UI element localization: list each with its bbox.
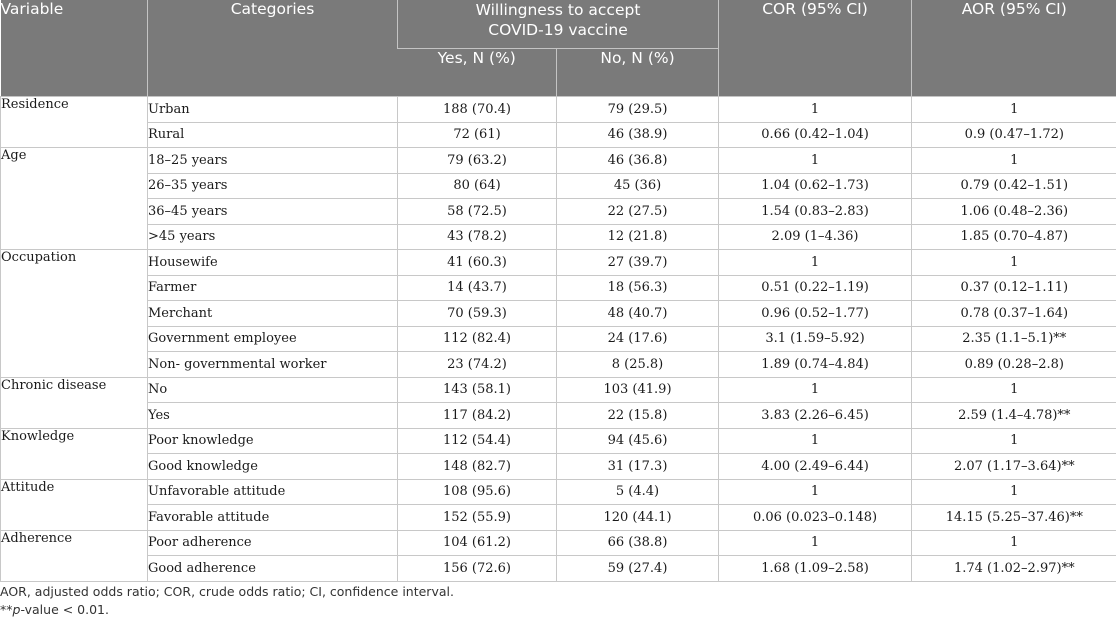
cor-cell: 2.09 (1–4.36) xyxy=(719,224,912,250)
header-yes: Yes, N (%) xyxy=(398,49,557,97)
cor-cell: 1.89 (0.74–4.84) xyxy=(719,352,912,378)
cor-cell: 3.1 (1.59–5.92) xyxy=(719,326,912,352)
header-variable: Variable xyxy=(1,0,148,97)
no-cell: 12 (21.8) xyxy=(557,224,719,250)
cor-cell: 1.04 (0.62–1.73) xyxy=(719,173,912,199)
header-categories: Categories xyxy=(148,0,398,97)
no-cell: 79 (29.5) xyxy=(557,97,719,123)
yes-cell: 112 (82.4) xyxy=(398,326,557,352)
aor-cell: 1.85 (0.70–4.87) xyxy=(912,224,1116,250)
table-row xyxy=(1,505,1116,531)
aor-cell: 1 xyxy=(912,250,1116,276)
category-cell: Unfavorable attitude xyxy=(148,479,398,505)
category-cell: 18–25 years xyxy=(148,148,398,174)
cor-cell: 4.00 (2.49–6.44) xyxy=(719,454,912,480)
category-cell: No xyxy=(148,377,398,403)
aor-cell: 2.07 (1.17–3.64)** xyxy=(912,454,1116,480)
category-cell: Yes xyxy=(148,403,398,429)
no-cell: 24 (17.6) xyxy=(557,326,719,352)
footnotes xyxy=(0,583,454,619)
variable-cell: Occupation xyxy=(1,250,148,378)
table-row xyxy=(1,326,1116,352)
yes-cell: 80 (64) xyxy=(398,173,557,199)
category-cell: Rural xyxy=(148,122,398,148)
variable-cell: Age xyxy=(1,148,148,250)
no-cell: 59 (27.4) xyxy=(557,556,719,582)
no-cell: 66 (38.8) xyxy=(557,530,719,556)
table-row xyxy=(1,377,1116,403)
no-cell: 22 (15.8) xyxy=(557,403,719,429)
variable-cell: Chronic disease xyxy=(1,377,148,428)
table-row xyxy=(1,199,1116,225)
no-cell: 8 (25.8) xyxy=(557,352,719,378)
no-cell: 18 (56.3) xyxy=(557,275,719,301)
aor-cell: 2.59 (1.4–4.78)** xyxy=(912,403,1116,429)
yes-cell: 143 (58.1) xyxy=(398,377,557,403)
no-cell: 94 (45.6) xyxy=(557,428,719,454)
footnote-abbreviations: AOR, adjusted odds ratio; COR, crude odds ratio; CI, confidence interval. xyxy=(0,583,454,601)
table-row xyxy=(1,403,1116,429)
category-cell: 36–45 years xyxy=(148,199,398,225)
yes-cell: 117 (84.2) xyxy=(398,403,557,429)
cor-cell: 3.83 (2.26–6.45) xyxy=(719,403,912,429)
cor-cell: 0.06 (0.023–0.148) xyxy=(719,505,912,531)
table-row xyxy=(1,428,1116,454)
category-cell: Non- governmental worker xyxy=(148,352,398,378)
cor-cell: 1.54 (0.83–2.83) xyxy=(719,199,912,225)
table-row xyxy=(1,530,1116,556)
yes-cell: 72 (61) xyxy=(398,122,557,148)
aor-cell: 1 xyxy=(912,148,1116,174)
category-cell: Poor adherence xyxy=(148,530,398,556)
yes-cell: 108 (95.6) xyxy=(398,479,557,505)
header-row-top xyxy=(1,0,1116,49)
aor-cell: 0.89 (0.28–2.8) xyxy=(912,352,1116,378)
header-willingness-line2: COVID-19 vaccine xyxy=(488,21,628,39)
table-row xyxy=(1,250,1116,276)
category-cell: Good adherence xyxy=(148,556,398,582)
cor-cell: 1 xyxy=(719,428,912,454)
aor-cell: 1 xyxy=(912,377,1116,403)
cor-cell: 1.68 (1.09–2.58) xyxy=(719,556,912,582)
table-row xyxy=(1,556,1116,582)
yes-cell: 14 (43.7) xyxy=(398,275,557,301)
aor-cell: 0.37 (0.12–1.11) xyxy=(912,275,1116,301)
variable-cell: Attitude xyxy=(1,479,148,530)
aor-cell: 0.79 (0.42–1.51) xyxy=(912,173,1116,199)
cor-cell: 0.51 (0.22–1.19) xyxy=(719,275,912,301)
table-row xyxy=(1,122,1116,148)
header-aor: AOR (95% CI) xyxy=(912,0,1116,97)
no-cell: 48 (40.7) xyxy=(557,301,719,327)
aor-cell: 1.74 (1.02–2.97)** xyxy=(912,556,1116,582)
category-cell: Merchant xyxy=(148,301,398,327)
aor-cell: 1.06 (0.48–2.36) xyxy=(912,199,1116,225)
footnote-significance xyxy=(0,601,454,619)
table-row xyxy=(1,148,1116,174)
no-cell: 27 (39.7) xyxy=(557,250,719,276)
table-row xyxy=(1,275,1116,301)
aor-cell: 1 xyxy=(912,428,1116,454)
yes-cell: 43 (78.2) xyxy=(398,224,557,250)
header-willingness-line1: Willingness to accept xyxy=(476,1,641,19)
variable-cell: Knowledge xyxy=(1,428,148,479)
table-row xyxy=(1,352,1116,378)
table-row xyxy=(1,479,1116,505)
cor-cell: 1 xyxy=(719,250,912,276)
header-cor: COR (95% CI) xyxy=(719,0,912,97)
table-row xyxy=(1,97,1116,123)
no-cell: 46 (38.9) xyxy=(557,122,719,148)
aor-cell: 1 xyxy=(912,97,1116,123)
cor-cell: 1 xyxy=(719,479,912,505)
cor-cell: 1 xyxy=(719,530,912,556)
aor-cell: 1 xyxy=(912,530,1116,556)
category-cell: >45 years xyxy=(148,224,398,250)
no-cell: 103 (41.9) xyxy=(557,377,719,403)
yes-cell: 156 (72.6) xyxy=(398,556,557,582)
yes-cell: 23 (74.2) xyxy=(398,352,557,378)
yes-cell: 188 (70.4) xyxy=(398,97,557,123)
no-cell: 31 (17.3) xyxy=(557,454,719,480)
category-cell: Poor knowledge xyxy=(148,428,398,454)
aor-cell: 14.15 (5.25–37.46)** xyxy=(912,505,1116,531)
table-row xyxy=(1,224,1116,250)
yes-cell: 104 (61.2) xyxy=(398,530,557,556)
no-cell: 5 (4.4) xyxy=(557,479,719,505)
category-cell: Favorable attitude xyxy=(148,505,398,531)
variable-cell: Adherence xyxy=(1,530,148,581)
no-cell: 22 (27.5) xyxy=(557,199,719,225)
category-cell: Farmer xyxy=(148,275,398,301)
header-willingness xyxy=(398,0,719,49)
yes-cell: 41 (60.3) xyxy=(398,250,557,276)
variable-cell: Residence xyxy=(1,97,148,148)
category-cell: Good knowledge xyxy=(148,454,398,480)
no-cell: 120 (44.1) xyxy=(557,505,719,531)
category-cell: 26–35 years xyxy=(148,173,398,199)
header-no: No, N (%) xyxy=(557,49,719,97)
yes-cell: 152 (55.9) xyxy=(398,505,557,531)
aor-cell: 2.35 (1.1–5.1)** xyxy=(912,326,1116,352)
yes-cell: 58 (72.5) xyxy=(398,199,557,225)
table-row xyxy=(1,173,1116,199)
yes-cell: 112 (54.4) xyxy=(398,428,557,454)
yes-cell: 70 (59.3) xyxy=(398,301,557,327)
no-cell: 46 (36.8) xyxy=(557,148,719,174)
table-row xyxy=(1,301,1116,327)
cor-cell: 1 xyxy=(719,377,912,403)
cor-cell: 1 xyxy=(719,148,912,174)
yes-cell: 148 (82.7) xyxy=(398,454,557,480)
aor-cell: 0.78 (0.37–1.64) xyxy=(912,301,1116,327)
aor-cell: 0.9 (0.47–1.72) xyxy=(912,122,1116,148)
cor-cell: 0.66 (0.42–1.04) xyxy=(719,122,912,148)
table-row xyxy=(1,454,1116,480)
footnote-sig-p: p xyxy=(13,602,21,617)
table-body xyxy=(1,97,1116,582)
footnote-sig-prefix: ** xyxy=(0,602,13,617)
footnote-sig-rest: -value < 0.01. xyxy=(20,602,109,617)
category-cell: Government employee xyxy=(148,326,398,352)
aor-cell: 1 xyxy=(912,479,1116,505)
no-cell: 45 (36) xyxy=(557,173,719,199)
yes-cell: 79 (63.2) xyxy=(398,148,557,174)
category-cell: Housewife xyxy=(148,250,398,276)
category-cell: Urban xyxy=(148,97,398,123)
cor-cell: 0.96 (0.52–1.77) xyxy=(719,301,912,327)
cor-cell: 1 xyxy=(719,97,912,123)
